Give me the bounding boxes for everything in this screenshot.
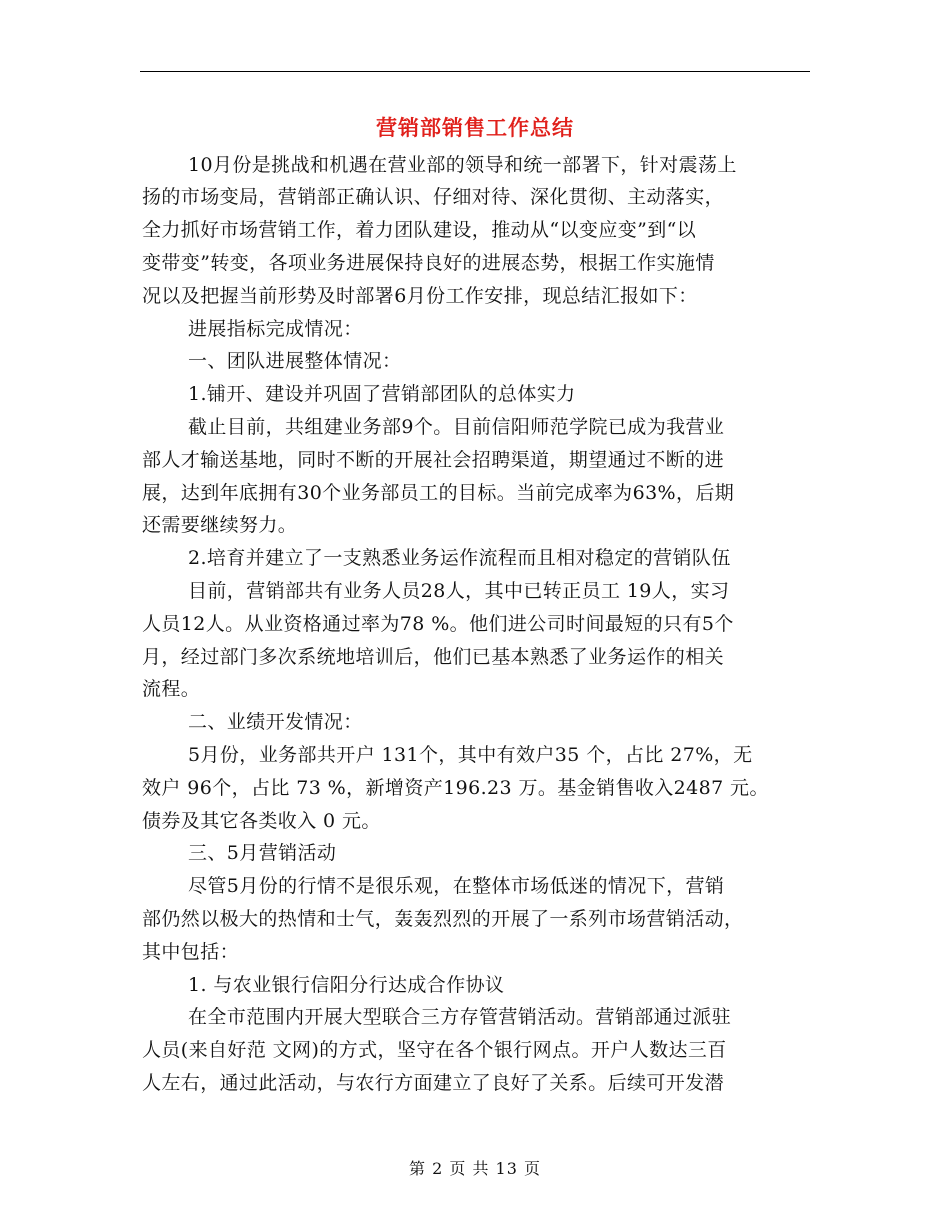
body-line: 流程。 <box>142 678 201 700</box>
body-line: 部仍然以极大的热情和士气，轰轰烈烈的开展了一系列市场营销活动， <box>142 908 744 930</box>
section-heading: 一、团队进展整体情况： <box>188 350 402 372</box>
body-line: 人员12人。从业资格通过率为78 %。他们进公司时间最短的只有5个 <box>142 613 734 635</box>
body-line: 目前，营销部共有业务人员28人，其中已转正员工 19人，实习 <box>188 580 730 602</box>
body-line: 尽管5月份的行情不是很乐观，在整体市场低迷的情况下，营销 <box>188 875 725 897</box>
body-line: 月，经过部门多次系统地培训后，他们已基本熟悉了业务运作的相关 <box>142 646 725 668</box>
body-line: 其中包括： <box>142 941 240 963</box>
body-line: 扬的市场变局，营销部正确认识、仔细对待、深化贯彻、主动落实， <box>142 186 725 208</box>
body-line: 在全市范围内开展大型联合三方存管营销活动。营销部通过派驻 <box>188 1006 732 1028</box>
body-line: 变带变”转变，各项业务进展保持良好的进展态势，根据工作实施情 <box>142 252 715 274</box>
subsection-heading: 1. 与农业银行信阳分行达成合作协议 <box>188 974 505 996</box>
document-title: 营销部销售工作总结 <box>376 115 574 140</box>
section-heading: 三、5月营销活动 <box>188 842 337 864</box>
body-line: 况以及把握当前形势及时部署6月份工作安排，现总结汇报如下： <box>142 285 698 307</box>
subsection-heading: 1.铺开、建设并巩固了营销部团队的总体实力 <box>188 383 576 405</box>
section-heading: 二、业绩开发情况： <box>188 711 363 733</box>
header-rule <box>140 71 810 72</box>
body-line: 效户 96个，占比 73 %，新增资产196.23 万。基金销售收入2487 元。 <box>142 777 769 799</box>
body-line: 还需要继续努力。 <box>142 514 298 536</box>
body-line: 10月份是挑战和机遇在营业部的领导和统一部署下，针对震荡上 <box>188 154 737 176</box>
body-line: 人左右，通过此活动，与农行方面建立了良好了关系。后续可开发潜 <box>142 1072 725 1094</box>
body-line: 全力抓好市场营销工作，着力团队建设，推动从“以变应变”到“以 <box>142 219 697 241</box>
body-line: 人员(来自好范 文网)的方式，坚守在各个银行网点。开户人数达三百 <box>142 1039 727 1061</box>
body-line: 5月份，业务部共开户 131个，其中有效户35 个，占比 27%，无 <box>188 744 753 766</box>
subsection-heading: 2.培育并建立了一支熟悉业务运作流程而且相对稳定的营销队伍 <box>188 547 731 569</box>
body-line: 部人才输送基地，同时不断的开展社会招聘渠道，期望通过不断的进 <box>142 449 725 471</box>
page-number-footer: 第 2 页 共 13 页 <box>409 1159 541 1178</box>
section-heading: 进展指标完成情况： <box>188 318 363 340</box>
body-line: 展，达到年底拥有30个业务部员工的目标。当前完成率为63%，后期 <box>142 482 735 504</box>
body-line: 截止目前，共组建业务部9个。目前信阳师范学院已成为我营业 <box>188 416 725 438</box>
body-line: 债券及其它各类收入 0 元。 <box>142 810 381 832</box>
